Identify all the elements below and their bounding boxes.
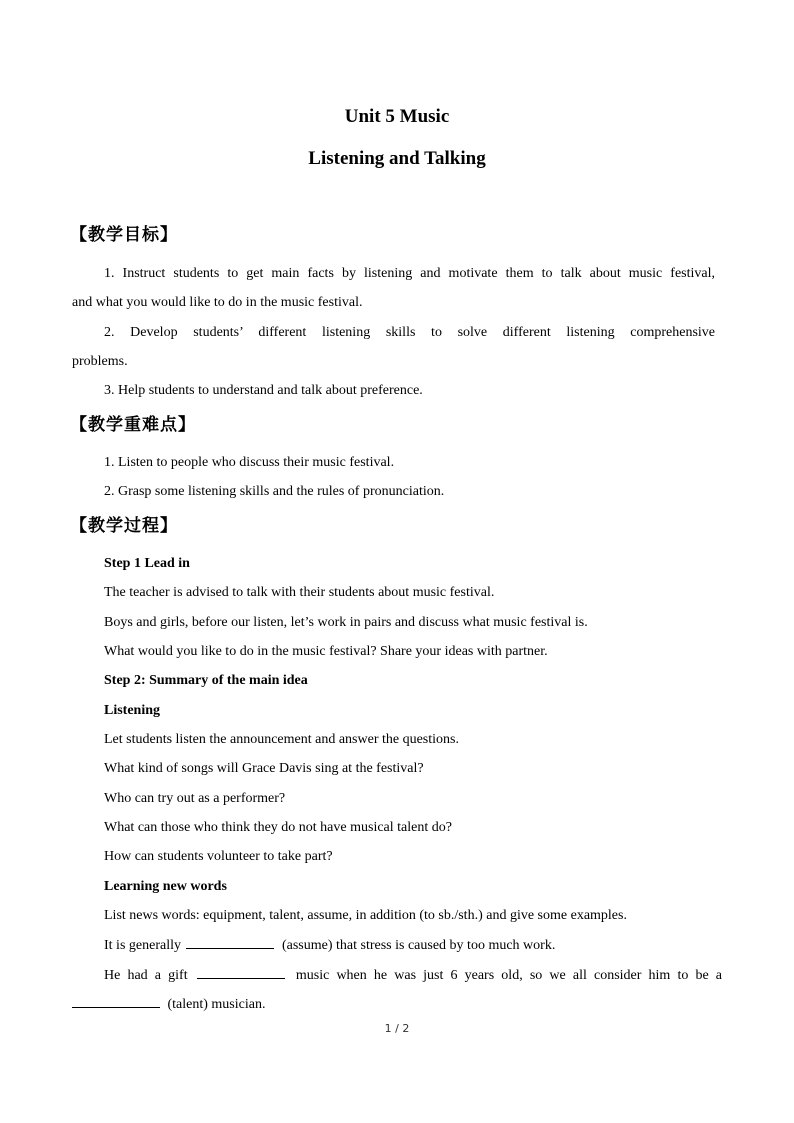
step-2-heading: Step 2: Summary of the main idea	[104, 673, 308, 688]
step-1-line-2: Boys and girls, before our listen, let’s work in pairs and discuss what music festival is.	[104, 615, 588, 630]
exercise-2-suffix: music when he was just 6 years old, so we all consider him to be a	[295, 968, 723, 983]
exercise-2-prefix: He had a gift	[104, 968, 188, 983]
exercise-1-suffix: (assume) that stress is caused by too much work.	[281, 938, 556, 953]
fill-in-blank	[72, 995, 160, 1008]
section-heading-key-points: 【教学重难点】	[70, 415, 196, 435]
objective-1-line-2: and what you would like to do in the music festival.	[72, 295, 363, 310]
key-point-2: 2. Grasp some listening skills and the rules of pronunciation.	[104, 484, 445, 499]
exercise-2-continuation-text: (talent) musician.	[167, 997, 266, 1012]
exercise-2-continuation	[72, 995, 265, 1014]
listening-question-2: Who can try out as a performer?	[104, 791, 286, 806]
fill-in-blank	[197, 966, 285, 979]
objective-1-line-1: 1. Instruct students to get main facts by listening and motivate them to talk about music festival,	[104, 266, 715, 281]
step-1-line-1: The teacher is advised to talk with their students about music festival.	[104, 585, 495, 600]
exercise-2	[104, 966, 722, 985]
document-title: Unit 5 Music	[344, 106, 450, 127]
document-subtitle: Listening and Talking	[308, 148, 486, 169]
listening-instruction: Let students listen the announcement and answer the questions.	[104, 732, 459, 747]
new-words-heading: Learning new words	[104, 879, 227, 894]
new-words-list: List news words: equipment, talent, assume, in addition (to sb./sth.) and give some examples.	[104, 908, 627, 923]
fill-in-blank	[186, 936, 274, 949]
key-point-1: 1. Listen to people who discuss their music festival.	[104, 455, 395, 470]
listening-question-1: What kind of songs will Grace Davis sing at the festival?	[104, 761, 424, 776]
page-number: 1 / 2	[384, 1022, 410, 1035]
listening-question-3: What can those who think they do not have musical talent do?	[104, 820, 452, 835]
section-heading-objectives: 【教学目标】	[70, 225, 178, 245]
objective-3: 3. Help students to understand and talk about preference.	[104, 383, 423, 398]
section-heading-process: 【教学过程】	[70, 516, 178, 536]
listening-heading: Listening	[104, 703, 161, 718]
listening-question-4: How can students volunteer to take part?	[104, 849, 333, 864]
exercise-1-prefix: It is generally	[104, 938, 181, 953]
step-1-heading: Step 1 Lead in	[104, 556, 190, 571]
objective-2-line-2: problems.	[72, 354, 128, 369]
step-1-line-3: What would you like to do in the music festival? Share your ideas with partner.	[104, 644, 548, 659]
objective-2-line-1: 2. Develop students’ different listening skills to solve different listening comprehensive	[104, 325, 715, 340]
exercise-1	[104, 936, 555, 955]
